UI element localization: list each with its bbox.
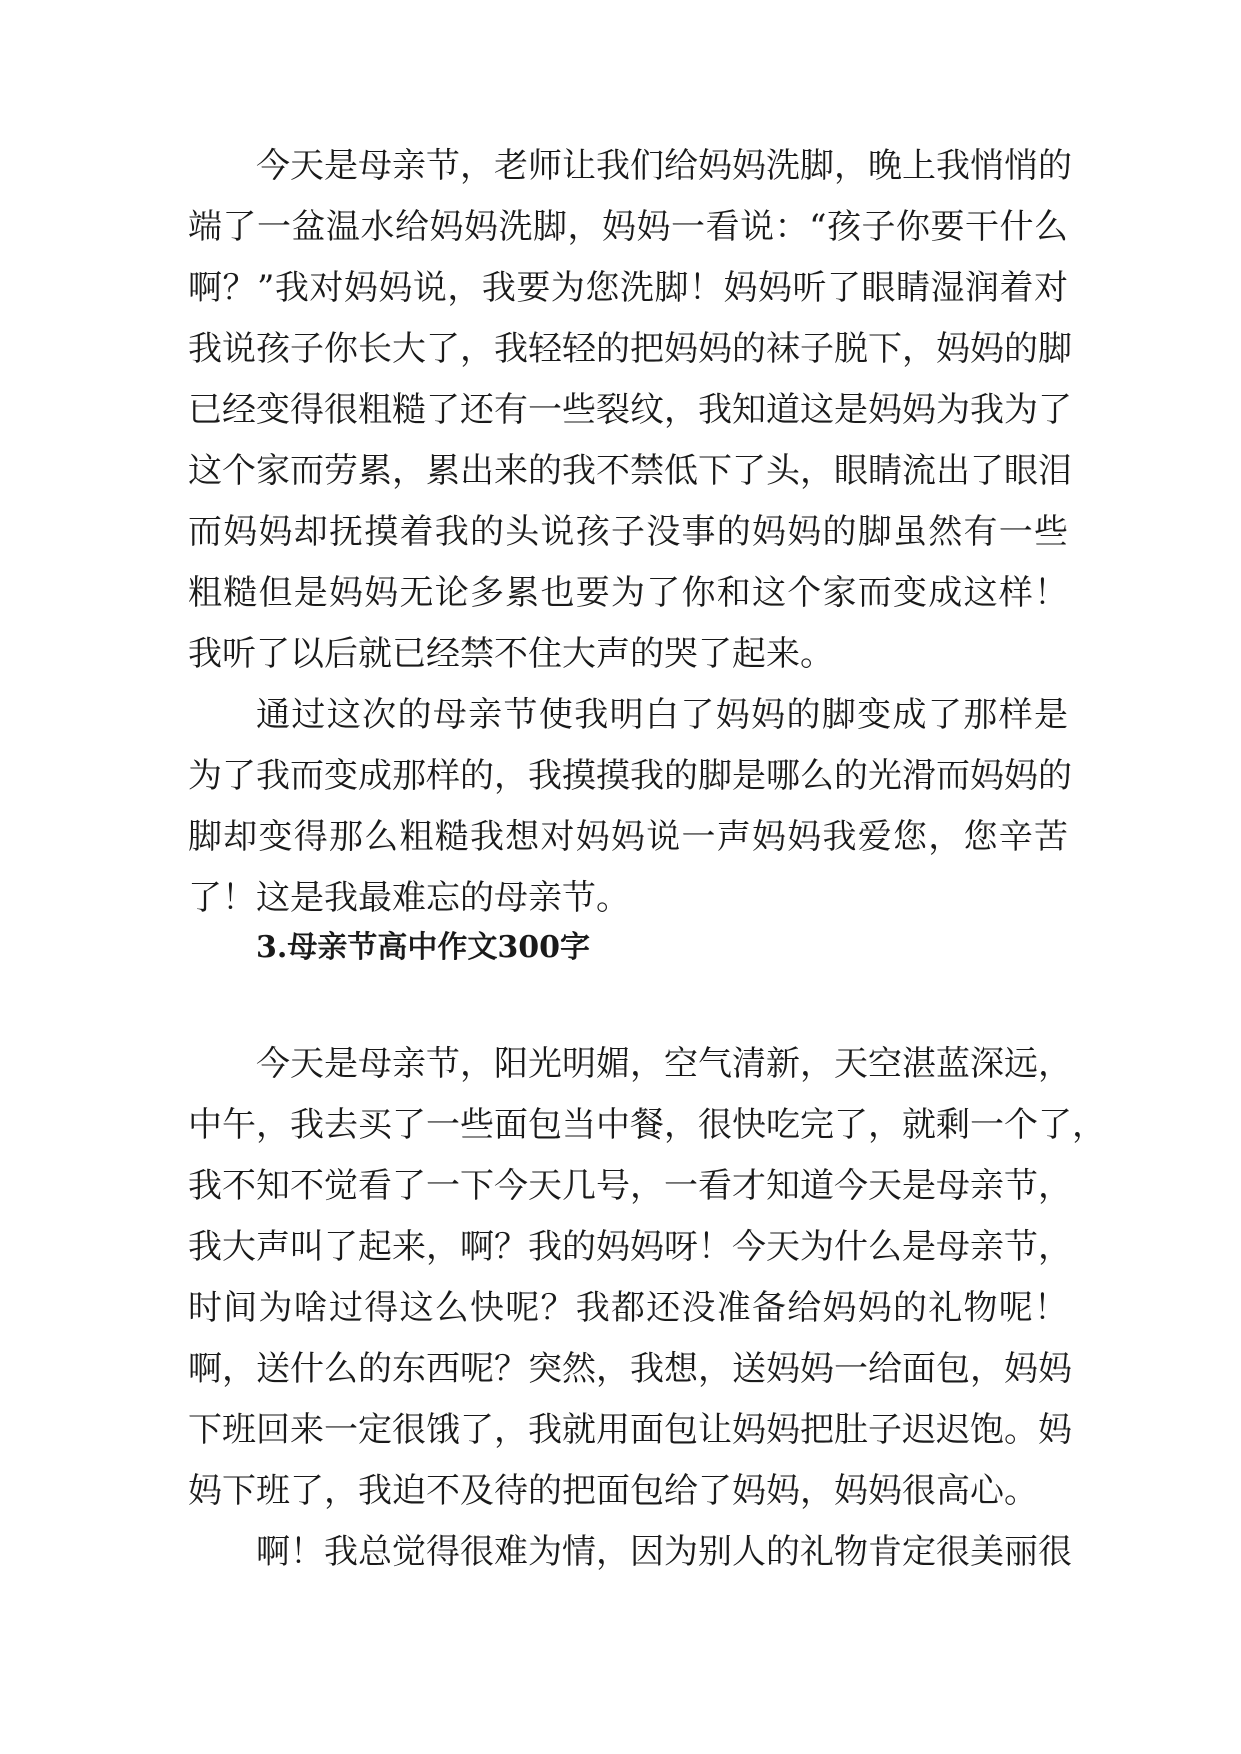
text-line: 通过这次的母亲节使我明白了妈妈的脚变成了那样是 bbox=[256, 695, 1068, 735]
text-line: 我不知不觉看了一下今天几号，一看才知道今天是母亲节， bbox=[188, 1166, 1072, 1206]
text-line: 啊，送什么的东西呢？突然，我想，送妈妈一给面包，妈妈 bbox=[188, 1349, 1072, 1389]
text-line: 我说孩子你长大了，我轻轻的把妈妈的袜子脱下，妈妈的脚 bbox=[188, 329, 1072, 369]
text-line: 而妈妈却抚摸着我的头说孩子没事的妈妈的脚虽然有一些 bbox=[188, 512, 1068, 552]
text-line: 啊？”我对妈妈说，我要为您洗脚！妈妈听了眼睛湿润着对 bbox=[188, 268, 1068, 308]
text-line: 了！这是我最难忘的母亲节。 bbox=[188, 878, 630, 918]
paragraph bbox=[188, 685, 1072, 929]
text-line: 啊！我总觉得很难为情，因为别人的礼物肯定很美丽很 bbox=[256, 1532, 1072, 1572]
text-line: 我大声叫了起来，啊？我的妈妈呀！今天为什么是母亲节， bbox=[188, 1227, 1072, 1267]
text-line: 妈下班了，我迫不及待的把面包给了妈妈，妈妈很高心。 bbox=[188, 1471, 1038, 1511]
text-line: 粗糙但是妈妈无论多累也要为了你和这个家而变成这样！ bbox=[188, 573, 1068, 613]
paragraph bbox=[188, 1034, 1106, 1522]
paragraph bbox=[188, 136, 1072, 685]
section-heading: 3.母亲节高中作文300字 bbox=[256, 930, 590, 965]
text-line: 时间为啥过得这么快呢？我都还没准备给妈妈的礼物呢！ bbox=[188, 1288, 1068, 1328]
text-line: 下班回来一定很饿了，我就用面包让妈妈把肚子迟迟饱。妈 bbox=[188, 1410, 1072, 1450]
text-line: 今天是母亲节，阳光明媚，空气清新，天空湛蓝深远， bbox=[256, 1044, 1072, 1084]
text-line: 端了一盆温水给妈妈洗脚，妈妈一看说：“孩子你要干什么 bbox=[188, 207, 1068, 247]
text-line: 这个家而劳累，累出来的我不禁低下了头，眼睛流出了眼泪 bbox=[188, 451, 1072, 491]
text-line: 已经变得很粗糙了还有一些裂纹，我知道这是妈妈为我为了 bbox=[188, 390, 1072, 430]
paragraph bbox=[188, 1522, 1072, 1583]
text-line: 我听了以后就已经禁不住大声的哭了起来。 bbox=[188, 634, 834, 674]
text-line: 为了我而变成那样的，我摸摸我的脚是哪么的光滑而妈妈的 bbox=[188, 756, 1072, 796]
text-line: 今天是母亲节，老师让我们给妈妈洗脚，晚上我悄悄的 bbox=[256, 146, 1072, 186]
text-line: 脚却变得那么粗糙我想对妈妈说一声妈妈我爱您，您辛苦 bbox=[188, 817, 1068, 857]
text-line: 中午，我去买了一些面包当中餐，很快吃完了，就剩一个了， bbox=[188, 1105, 1106, 1145]
